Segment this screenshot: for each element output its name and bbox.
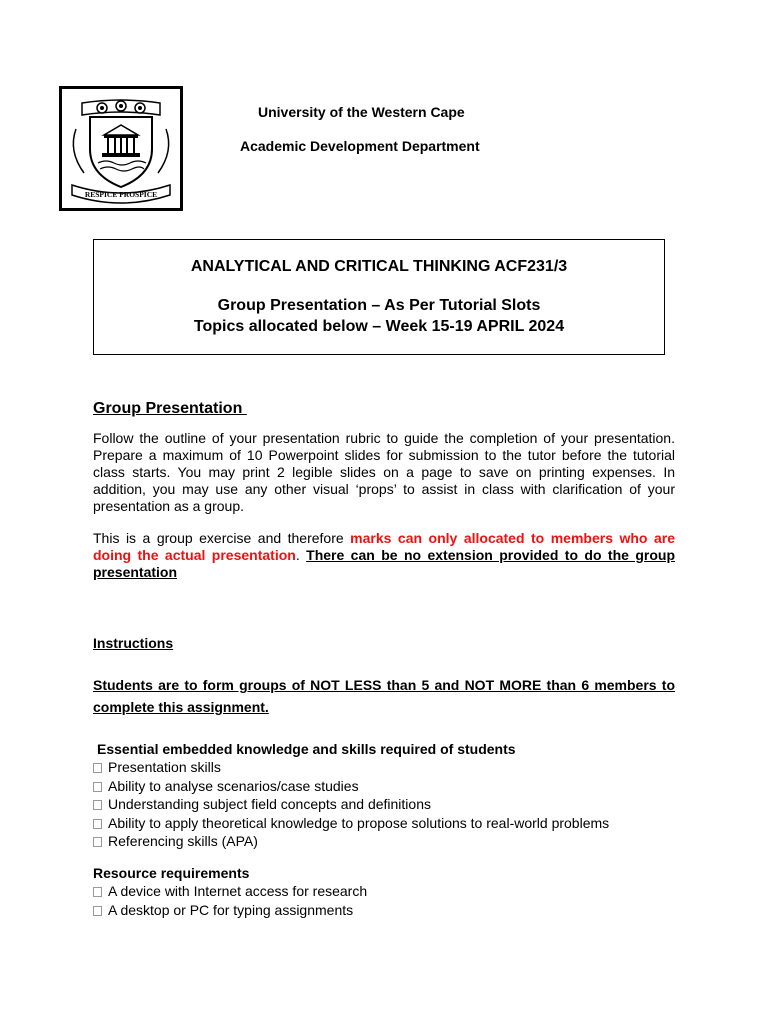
marks-allocation-warning: marks can only allocated to members who are doing the actual presentation — [93, 530, 675, 563]
checkbox-bullet-icon — [93, 782, 102, 792]
list-item — [93, 758, 609, 777]
course-title: ANALYTICAL AND CRITICAL THINKING ACF231/3 — [190, 258, 568, 275]
skills-list — [93, 758, 609, 851]
checkbox-bullet-icon — [93, 837, 102, 847]
skill-label: Ability to analyse scenarios/case studies — [108, 777, 359, 794]
department-name: Academic Development Department — [240, 138, 480, 154]
skill-label: Referencing skills (APA) — [108, 833, 258, 849]
checkbox-bullet-icon — [93, 819, 102, 829]
sentence-end: . — [295, 547, 307, 563]
list-item — [93, 901, 367, 920]
university-name: University of the Western Cape — [258, 104, 465, 120]
topics-subtitle: Topics allocated below – Week 15-19 APRIL 2024 — [193, 318, 565, 335]
skill-label: Understanding subject field concepts and definitions — [108, 796, 431, 812]
skill-label: Ability to apply theoretical knowledge to propose solutions to real-world problems — [108, 814, 610, 831]
checkbox-bullet-icon — [93, 887, 102, 897]
group-exercise-text: This is a group exercise and therefore — [93, 530, 351, 546]
university-logo — [59, 86, 183, 211]
checkbox-bullet-icon — [93, 906, 102, 916]
skills-heading: Essential embedded knowledge and skills required of students — [97, 741, 516, 757]
list-item — [93, 814, 609, 833]
resource-label: A device with Internet access for research — [108, 883, 368, 899]
list-item — [93, 777, 609, 796]
list-item — [93, 795, 609, 814]
list-item — [93, 882, 367, 901]
logo-motto: RESPICE PROSPICE — [84, 190, 158, 199]
resource-label: A desktop or PC for typing assignments — [108, 901, 354, 918]
presentation-instructions-paragraph: Follow the outline of your presentation rubric to guide the completion of your presentation. Prepare a maximum of 10 Powerpoint slides for submission to the tutor before the tutorial class starts. You may print 2 legible slides on a page to save on printing expenses. In addition, you may use any other visual ‘props’ to assist in class with clarification of your presentation as a group. — [93, 430, 675, 514]
list-item — [93, 832, 609, 851]
checkbox-bullet-icon — [93, 763, 102, 773]
university-crest-icon — [62, 89, 180, 208]
skill-label: Presentation skills — [108, 759, 221, 775]
resources-heading: Resource requirements — [93, 865, 250, 881]
title-box — [93, 239, 665, 355]
instructions-heading: Instructions — [93, 635, 174, 651]
group-size-instruction: Students are to form groups of NOT LESS than 5 and NOT MORE than 6 members to complete this assignment. — [93, 677, 675, 715]
resources-list — [93, 882, 367, 919]
no-extension-notice: There can be no extension provided to do the group presentation — [93, 547, 676, 580]
presentation-subtitle: Group Presentation – As Per Tutorial Slots — [217, 297, 541, 314]
checkbox-bullet-icon — [93, 800, 102, 810]
group-presentation-heading: Group Presentation — [93, 400, 247, 417]
group-exercise-paragraph — [93, 530, 675, 581]
